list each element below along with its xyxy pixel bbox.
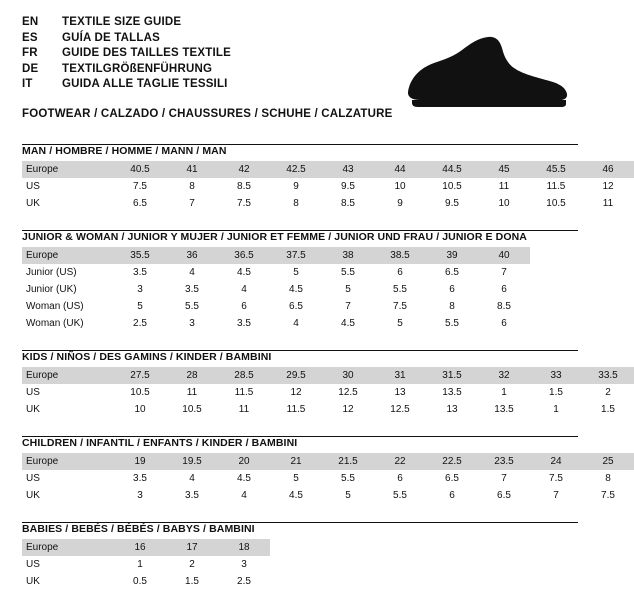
size-cell: 36	[166, 247, 218, 264]
size-cell: 12	[582, 178, 634, 195]
table-row	[22, 264, 530, 281]
table-row	[22, 384, 634, 401]
size-cell: 11	[218, 401, 270, 418]
language-title-body	[22, 16, 231, 94]
table-row	[22, 247, 530, 264]
size-cell: 7.5	[114, 178, 166, 195]
size-cell: 22	[374, 453, 426, 470]
table-row	[22, 470, 634, 487]
size-section	[22, 144, 614, 212]
size-cell: 9.5	[322, 178, 374, 195]
size-cell: 4.5	[322, 315, 374, 332]
table-row	[22, 573, 270, 590]
category-line: FOOTWEAR / CALZADO / CHAUSSURES / SCHUHE / CALZATURE	[22, 107, 393, 120]
size-cell: 8.5	[218, 178, 270, 195]
size-cell: 1.5	[530, 384, 582, 401]
language-row	[22, 16, 231, 32]
size-cell: 37.5	[270, 247, 322, 264]
size-cell: 5	[322, 487, 374, 504]
row-label: Woman (UK)	[22, 315, 114, 332]
size-cell: 5.5	[166, 298, 218, 315]
size-cell: 1	[478, 384, 530, 401]
size-table	[22, 161, 634, 212]
size-cell: 11.5	[270, 401, 322, 418]
size-cell: 6.5	[426, 264, 478, 281]
size-cell: 7	[166, 195, 218, 212]
table-row	[22, 195, 634, 212]
size-cell: 1.5	[166, 573, 218, 590]
size-cell: 29.5	[270, 367, 322, 384]
row-label: Europe	[22, 539, 114, 556]
table-row	[22, 556, 270, 573]
size-cell: 33.5	[582, 367, 634, 384]
size-cell: 12	[322, 401, 374, 418]
size-cell: 45	[478, 161, 530, 178]
size-cell: 3.5	[166, 487, 218, 504]
row-label: US	[22, 178, 114, 195]
language-code: EN	[22, 16, 39, 28]
language-title-list	[22, 16, 231, 94]
size-cell: 3	[114, 281, 166, 298]
language-title: GUÍA DE TALLAS	[62, 31, 160, 44]
size-table	[22, 539, 270, 590]
size-cell: 5	[322, 281, 374, 298]
size-cell: 10.5	[166, 401, 218, 418]
table-row	[22, 161, 634, 178]
size-cell: 30	[322, 367, 374, 384]
size-cell: 25	[582, 453, 634, 470]
size-cell: 7.5	[582, 487, 634, 504]
size-cell: 4	[166, 470, 218, 487]
size-cell: 5.5	[374, 281, 426, 298]
size-cell: 41	[166, 161, 218, 178]
size-cell: 7.5	[374, 298, 426, 315]
size-cell: 5.5	[426, 315, 478, 332]
size-cell: 42	[218, 161, 270, 178]
size-cell: 19	[114, 453, 166, 470]
size-cell: 6	[426, 281, 478, 298]
size-cell: 3	[166, 315, 218, 332]
table-row	[22, 315, 530, 332]
size-cell: 8	[426, 298, 478, 315]
size-cell: 38	[322, 247, 374, 264]
size-cell: 3.5	[166, 281, 218, 298]
size-cell: 43	[322, 161, 374, 178]
row-label: Woman (US)	[22, 298, 114, 315]
size-cell: 11	[478, 178, 530, 195]
size-cell: 46	[582, 161, 634, 178]
size-cell: 5.5	[322, 470, 374, 487]
size-cell: 3.5	[218, 315, 270, 332]
size-cell: 19.5	[166, 453, 218, 470]
size-cell: 28	[166, 367, 218, 384]
size-cell: 1	[530, 401, 582, 418]
section-title: BABIES / BEBÉS / BÉBÉS / BABYS / BAMBINI	[22, 523, 255, 535]
size-cell: 5	[270, 264, 322, 281]
size-cell: 38.5	[374, 247, 426, 264]
size-cell: 10	[478, 195, 530, 212]
language-code: IT	[22, 78, 33, 90]
size-cell: 6.5	[478, 487, 530, 504]
size-cell: 8.5	[322, 195, 374, 212]
table-row	[22, 298, 530, 315]
size-cell: 13	[374, 384, 426, 401]
size-cell: 12.5	[322, 384, 374, 401]
size-cell: 3.5	[114, 264, 166, 281]
size-cell: 32	[478, 367, 530, 384]
table-row	[22, 367, 634, 384]
size-cell: 5	[270, 470, 322, 487]
size-cell: 7	[322, 298, 374, 315]
size-cell: 2	[582, 384, 634, 401]
table-row	[22, 178, 634, 195]
size-cell: 4	[218, 487, 270, 504]
size-cell: 7.5	[530, 470, 582, 487]
size-sections	[22, 144, 618, 590]
row-label: Junior (US)	[22, 264, 114, 281]
size-cell: 2.5	[114, 315, 166, 332]
language-row	[22, 78, 231, 94]
language-code: ES	[22, 31, 38, 44]
size-cell: 12	[270, 384, 322, 401]
size-cell: 39	[426, 247, 478, 264]
size-cell: 4	[270, 315, 322, 332]
size-cell: 8	[582, 470, 634, 487]
table-row	[22, 281, 530, 298]
language-row	[22, 63, 231, 79]
size-cell: 23.5	[478, 453, 530, 470]
size-cell: 2	[166, 556, 218, 573]
size-cell: 31	[374, 367, 426, 384]
document-header	[22, 16, 578, 126]
size-cell: 6	[218, 298, 270, 315]
size-cell: 11	[166, 384, 218, 401]
size-cell: 9	[374, 195, 426, 212]
size-cell: 10.5	[426, 178, 478, 195]
size-cell: 8.5	[478, 298, 530, 315]
size-section	[22, 436, 615, 504]
size-cell: 6.5	[426, 470, 478, 487]
section-title: KIDS / NIÑOS / DES GAMINS / KINDER / BAMBINI	[22, 351, 272, 363]
row-label: UK	[22, 195, 114, 212]
size-table	[22, 367, 634, 418]
size-cell: 5.5	[374, 487, 426, 504]
size-table	[22, 247, 530, 332]
size-cell: 6	[374, 470, 426, 487]
row-label: Europe	[22, 161, 114, 178]
size-cell: 4.5	[270, 281, 322, 298]
size-cell: 31.5	[426, 367, 478, 384]
size-cell: 10.5	[530, 195, 582, 212]
size-cell: 17	[166, 539, 218, 556]
size-cell: 6	[426, 487, 478, 504]
size-cell: 10	[114, 401, 166, 418]
size-cell: 0.5	[114, 573, 166, 590]
size-cell: 9.5	[426, 195, 478, 212]
size-cell: 4.5	[218, 470, 270, 487]
size-cell: 21.5	[322, 453, 374, 470]
language-code: DE	[22, 62, 39, 75]
size-cell: 21	[270, 453, 322, 470]
row-label: UK	[22, 487, 114, 504]
size-cell: 7.5	[218, 195, 270, 212]
row-label: UK	[22, 573, 114, 590]
size-cell: 11.5	[218, 384, 270, 401]
size-cell: 13.5	[426, 384, 478, 401]
language-title: GUIDA ALLE TAGLIE TESSILI	[62, 78, 228, 90]
size-cell: 4	[166, 264, 218, 281]
size-cell: 18	[218, 539, 270, 556]
size-cell: 16	[114, 539, 166, 556]
size-cell: 28.5	[218, 367, 270, 384]
size-cell: 8	[270, 195, 322, 212]
language-title: GUIDE DES TAILLES TEXTILE	[62, 47, 231, 59]
size-cell: 20	[218, 453, 270, 470]
row-label: US	[22, 556, 114, 573]
language-row	[22, 47, 231, 63]
size-cell: 9	[270, 178, 322, 195]
size-cell: 7	[478, 264, 530, 281]
table-row	[22, 401, 634, 418]
row-label: US	[22, 470, 114, 487]
size-cell: 4.5	[218, 264, 270, 281]
size-cell: 22.5	[426, 453, 478, 470]
size-cell: 5	[374, 315, 426, 332]
size-cell: 4.5	[270, 487, 322, 504]
size-table	[22, 453, 634, 504]
language-title: TEXTILGRÖßENFÜHRUNG	[62, 62, 213, 75]
size-cell: 6.5	[270, 298, 322, 315]
row-label: Europe	[22, 247, 114, 264]
size-cell: 6	[374, 264, 426, 281]
language-code: FR	[22, 47, 38, 59]
table-row	[22, 453, 634, 470]
row-label: UK	[22, 401, 114, 418]
size-cell: 4	[218, 281, 270, 298]
size-cell: 11	[582, 195, 634, 212]
size-cell: 42.5	[270, 161, 322, 178]
size-section	[22, 522, 578, 590]
size-cell: 7	[478, 470, 530, 487]
section-title: CHILDREN / INFANTIL / ENFANTS / KINDER / BAMBINI	[22, 437, 298, 449]
size-cell: 1.5	[582, 401, 634, 418]
size-cell: 10	[374, 178, 426, 195]
dress-shoe-icon	[390, 32, 570, 112]
size-cell: 40	[478, 247, 530, 264]
language-title: TEXTILE SIZE GUIDE	[62, 16, 182, 28]
size-cell: 8	[166, 178, 218, 195]
size-cell: 27.5	[114, 367, 166, 384]
size-cell: 11.5	[530, 178, 582, 195]
size-cell: 13.5	[478, 401, 530, 418]
size-cell: 45.5	[530, 161, 582, 178]
size-cell: 3	[114, 487, 166, 504]
language-row	[22, 32, 231, 48]
table-row	[22, 539, 270, 556]
row-label: Junior (UK)	[22, 281, 114, 298]
size-cell: 40.5	[114, 161, 166, 178]
size-cell: 36.5	[218, 247, 270, 264]
size-cell: 35.5	[114, 247, 166, 264]
size-cell: 6	[478, 315, 530, 332]
table-row	[22, 487, 634, 504]
size-cell: 7	[530, 487, 582, 504]
row-label: US	[22, 384, 114, 401]
size-cell: 3.5	[114, 470, 166, 487]
size-section	[22, 230, 578, 332]
section-title: MAN / HOMBRE / HOMME / MANN / MAN	[22, 145, 227, 157]
size-cell: 5.5	[322, 264, 374, 281]
size-cell: 3	[218, 556, 270, 573]
size-cell: 10.5	[114, 384, 166, 401]
section-title: JUNIOR & WOMAN / JUNIOR Y MUJER / JUNIOR ET FEMME / JUNIOR UND FRAU / JUNIOR E DONA	[22, 231, 527, 243]
row-label: Europe	[22, 367, 114, 384]
size-cell: 33	[530, 367, 582, 384]
size-cell: 44	[374, 161, 426, 178]
row-label: Europe	[22, 453, 114, 470]
size-cell: 2.5	[218, 573, 270, 590]
size-cell: 5	[114, 298, 166, 315]
size-section	[22, 350, 618, 418]
size-cell: 13	[426, 401, 478, 418]
size-cell: 44.5	[426, 161, 478, 178]
size-cell: 6.5	[114, 195, 166, 212]
size-cell: 6	[478, 281, 530, 298]
size-cell: 24	[530, 453, 582, 470]
size-cell: 12.5	[374, 401, 426, 418]
size-cell: 1	[114, 556, 166, 573]
